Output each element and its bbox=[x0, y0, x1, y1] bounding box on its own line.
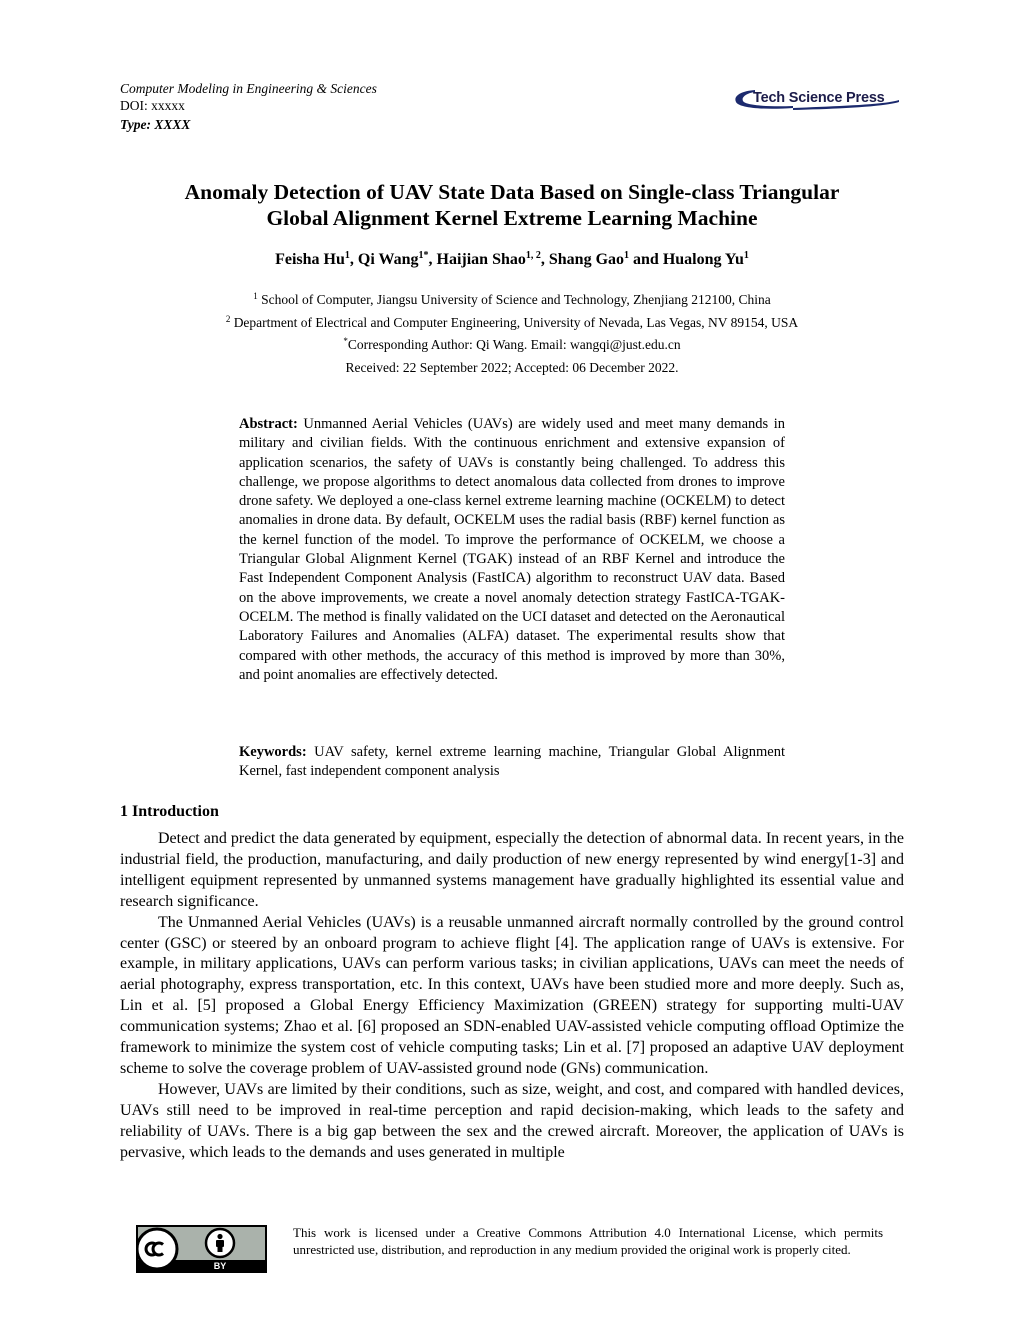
abstract-label: Abstract: bbox=[239, 416, 298, 432]
author: Hualong Yu bbox=[662, 251, 744, 268]
author-sep: , bbox=[540, 251, 549, 268]
author: Feisha Hu bbox=[275, 251, 345, 268]
affiliation-text: School of Computer, Jiangsu University of Science and Technology, Zhenjiang 212100, China bbox=[257, 292, 771, 307]
author-sep: , bbox=[349, 251, 358, 268]
paragraph: The Unmanned Aerial Vehicles (UAVs) is a reusable unmanned aircraft normally controlled by the ground control center (GSC) or steered by an onboard program to achieve flight [4]. The application range of UAVs is extensive. For example, in military applications, UAVs can perform various tasks; in civilian applications, UAVs can meet the needs of aerial photography, express transportation, etc. In this context, UAVs have been studied more and more deeply. Such as, Lin et al. [5] proposed a Global Energy Efficiency Maximization (GREEN) strategy for supporting multi-UAV communication systems; Zhao et al. [6] proposed an SDN-enabled UAV-assisted vehicle computing offload Optimize the framework to minimize the system cost of vehicle computing tasks; Lin et al. [7] proposed an adaptive UAV deployment scheme to solve the coverage problem of UAV-assisted ground node (GNs) communication. bbox=[120, 913, 904, 1077]
paragraph: However, UAVs are limited by their conditions, such as size, weight, and cost, and compared with handled devices, UAVs still need to be improved in real-time perception and rapid decision-making, which leads to the safety and reliability of UAVs. There is a big gap between the sex and the crewed aircraft. Moreover, the application of UAVs is pervasive, which leads to the demands and uses generated in multiple bbox=[120, 1080, 904, 1161]
abstract-text: Unmanned Aerial Vehicles (UAVs) are widely used and meet many demands in military and civilian fields. With the continuous enrichment and extensive expansion of application scenarios, the safety of UAVs is constantly being challenged. To address this challenge, we propose algorithms to detect anomalous data collected from drones to improve drone safety. We deployed a one-class kernel extreme learning machine (OCKELM) to detect anomalies in drone data. By default, OCKELM uses the radial basis (RBF) kernel function as the kernel function of the model. To improve the performance of OCKELM, we choose a Triangular Global Alignment Kernel (TGAK) instead of an RBF Kernel and introduce the Fast Independent Component Analysis (FastICA) algorithm to reconstruct UAV data. Based on the above improvements, we create a novel anomaly detection strategy FastICA-TGAK-OCELM. The method is finally validated on the UCI dataset and detected on the Aeronautical Laboratory Failures and Anomalies (ALFA) dataset. The experimental results show that compared with other methods, the accuracy of this method is improved by more than 30%, and point anomalies are effectively detected. bbox=[239, 416, 785, 683]
author-sep: and bbox=[629, 251, 663, 268]
author-sup: 1* bbox=[418, 250, 429, 261]
corresponding-author bbox=[100, 336, 924, 353]
publisher-name: Tech Science Press bbox=[753, 90, 885, 106]
affiliation-text: Department of Electrical and Computer Engineering, University of Nevada, Las Vegas, NV 89154, USA bbox=[230, 315, 799, 330]
dates: Received: 22 September 2022; Accepted: 06 December 2022. bbox=[345, 360, 679, 375]
cc-by-license-badge[interactable] bbox=[136, 1225, 267, 1273]
journal-name: Computer Modeling in Engineering & Sciences bbox=[120, 81, 377, 96]
corresponding-sup: * bbox=[343, 336, 348, 346]
author: Haijian Shao bbox=[436, 251, 526, 268]
author: Qi Wang bbox=[357, 251, 419, 268]
cc-icon bbox=[137, 1229, 177, 1269]
publisher-logo bbox=[733, 86, 901, 114]
author-list bbox=[100, 250, 924, 270]
keywords-text: UAV safety, kernel extreme learning machine, Triangular Global Alignment Kernel, fast independent component analysis bbox=[239, 744, 785, 780]
affiliation-2 bbox=[100, 314, 924, 331]
paper-title bbox=[100, 179, 924, 231]
abstract bbox=[239, 415, 785, 685]
cc-by-label: BY bbox=[213, 1261, 227, 1271]
body-text bbox=[120, 829, 904, 1164]
keywords bbox=[239, 743, 785, 782]
paragraph: Detect and predict the data generated by equipment, especially the detection of abnormal data. In recent years, in the industrial field, the production, manufacturing, and daily production of new energy represented by wind energy[1-3] and intelligent equipment represented by unmanned systems management have gradually highlighted its essential value and research significance. bbox=[120, 830, 904, 910]
corresponding-text: Corresponding Author: Qi Wang. Email: wangqi@just.edu.cn bbox=[347, 337, 681, 352]
author: Shang Gao bbox=[548, 251, 625, 268]
author-sup: 1 bbox=[344, 250, 350, 261]
affiliation-sup: 1 bbox=[253, 291, 258, 301]
title-line-2: Global Alignment Kernel Extreme Learning Machine bbox=[266, 206, 758, 230]
section-heading: 1 Introduction bbox=[120, 803, 219, 820]
author-sup: 1 bbox=[624, 250, 630, 261]
keywords-label: Keywords: bbox=[239, 744, 307, 760]
article-type: Type: XXXX bbox=[120, 117, 191, 132]
affiliation-1 bbox=[100, 291, 924, 308]
journal-header bbox=[120, 81, 377, 134]
author-sep: , bbox=[428, 251, 437, 268]
title-line-1: Anomaly Detection of UAV State Data Based on Single-class Triangular bbox=[184, 180, 840, 204]
author-sup: 1, 2 bbox=[525, 250, 541, 261]
author-sup: 1 bbox=[743, 250, 749, 261]
license-text: This work is licensed under a Creative Commons Attribution 4.0 International License, which permits unrestricted use, distribution, and reproduction in any medium provided the original work is properly cited. bbox=[293, 1225, 883, 1257]
affiliation-sup: 2 bbox=[225, 314, 231, 324]
doi: DOI: xxxxx bbox=[120, 97, 185, 113]
